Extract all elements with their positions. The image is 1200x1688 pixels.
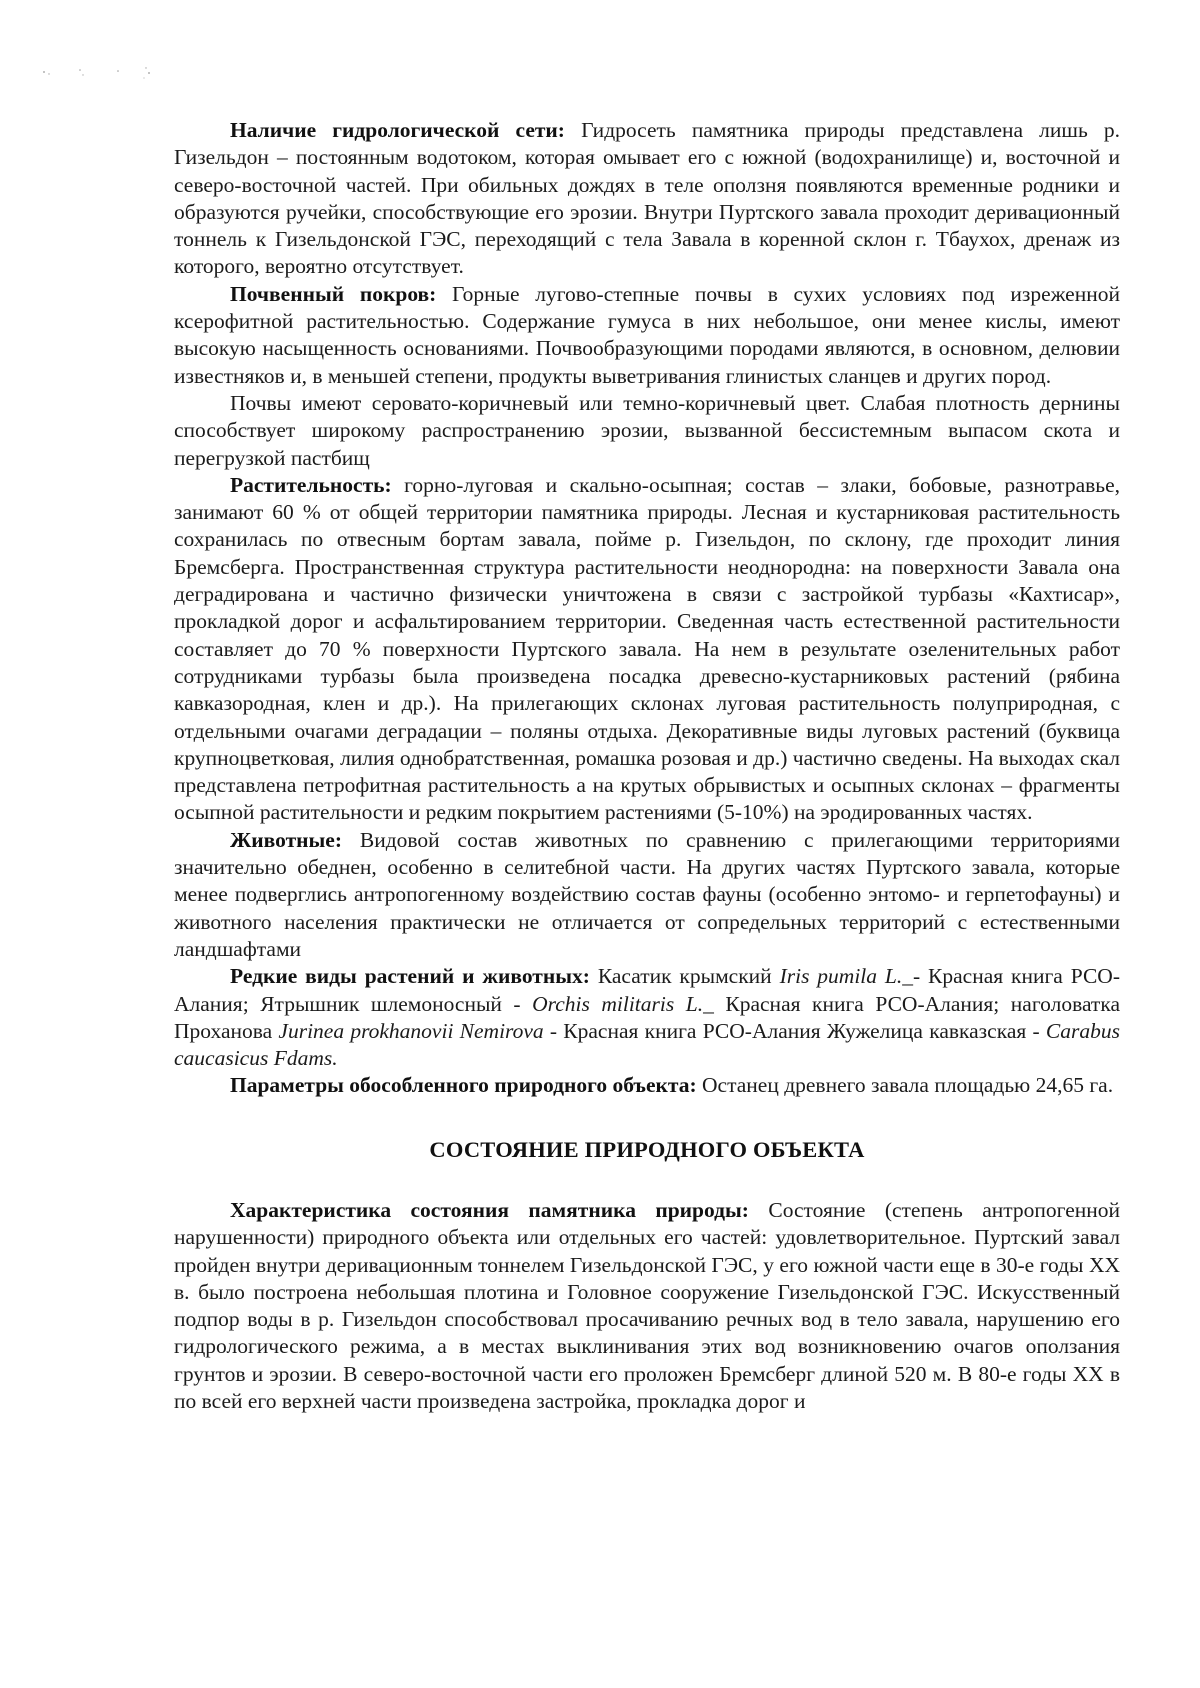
soil-cover-text: Горные лугово-степные почвы в сухих условиях под изреженной ксерофитной растительностью. Содержание гумуса в них небольшое, они менее кислы, имеют высокую насыщенность основаниями. Почвообразующими породами являются, в основном, делювии известняков и, в меньшей степени, продукты выветривания глинистых сланцев и других пород.	[174, 281, 1120, 388]
paragraph-soil-cover	[174, 281, 1120, 390]
rare-species-label: Редкие виды растений и животных:	[230, 964, 590, 989]
rare-text-1: Касатик крымский	[589, 964, 780, 989]
fauna-text: Видовой состав животных по сравнению с прилегающими территориями значительно обеднен, особенно в селитебной части. На других частях Пуртского завала, которые менее подверглись антропогенному воздействию состав фауны (особенно энтомо- и герпетофауны) и животного населения практически не отличается от сопредельных территорий с естественными ландшафтами	[174, 827, 1120, 961]
paragraph-soil-color	[174, 390, 1120, 472]
state-text: Состояние (степень антропогенной нарушенности) природного объекта или отдельных его частей: удовлетворительное. Пуртский завал пройден внутри деривационным тоннелем Гизельдонской ГЭС, у его южной части еще в 30-е годы XX в. было построена небольшая плотина и Головное сооружение Гизельдонской ГЭС. Искусственный подпор воды в р. Гизельдон способствовал просачиванию речных вод в тело завала, нарушению его гидрологического режима, а в местах выклинивания этих вод возникновению очагов оползания грунтов и эрозии. В северо-восточной части его проложен Бремсберг длиной 520 м. В 80-е годы XX в по всей его верхней части произведена застройка, прокладка дорог и	[174, 1197, 1121, 1414]
section-heading: СОСТОЯНИЕ ПРИРОДНОГО ОБЪЕКТА	[429, 1136, 865, 1162]
species-jurinea-prokhanovii: Jurinea prokhanovii Nemirova	[278, 1018, 544, 1043]
paragraph-state	[174, 1197, 1120, 1415]
species-orchis-militaris: Orchis militaris L._	[532, 991, 714, 1016]
scan-noise-marks	[40, 66, 170, 86]
paragraph-hydrology	[174, 117, 1120, 281]
paragraph-vegetation	[174, 472, 1120, 827]
paragraph-fauna	[174, 827, 1120, 963]
rare-text-4: - Красная книга РСО-Алания Жужелица кавказская -	[543, 1018, 1046, 1043]
hydrology-label: Наличие гидрологической сети:	[230, 118, 565, 142]
paragraph-parameters	[174, 1072, 1120, 1099]
parameters-label: Параметры обособленного природного объекта:	[230, 1073, 697, 1098]
fauna-label: Животные:	[230, 827, 343, 852]
document-page	[174, 117, 1120, 1415]
soil-color-text: Почвы имеют серовато-коричневый или темно-коричневый цвет. Слабая плотность дернины способствует широкому распространению эрозии, вызванной бессистемным выпасом скота и перегрузкой пастбищ	[174, 390, 1120, 470]
rare-text-2: - Красная книга РСО-Алания; Ятрышник шлемоносный -	[174, 964, 1120, 1016]
species-iris-pumila: Iris pumila L._	[779, 964, 913, 989]
species-carabus-caucasicus: Carabus caucasicus Fdams.	[174, 1018, 1120, 1071]
vegetation-text: горно-луговая и скально-осыпная; состав – злаки, бобовые, разнотравье, занимают 60 % от общей территории памятника природы. Лесная и кустарниковая растительность сохранилась по отвесным бортам завала, пойме р. Гизельдон, по склону, где проходит линия Бремсберга. Пространственная структура растительности неоднородна: на поверхности Завала она деградирована и частично физически уничтожена в связи с застройкой турбазы «Кахтисар», прокладкой дорог и асфальтированием территории. Сведенная часть естественной растительности составляет до 70 % поверхности Пуртского завала. На нем в результате озеленительных работ сотрудниками турбазы была произведена посадка древесно-кустарниковых растений (рябина кавказородная, клен и др.). На прилегающих склонах луговая растительность полуприродная, с отдельными очагами деградации – поляны отдыха. Декоративные виды луговых растений (буквица крупноцветковая, лилия однобратственная, ромашка розовая и др.) частично сведены. На выходах скал представлена петрофитная растительность а на крутых обрывистых и осыпных склонах – фрагменты осыпной растительности и редким покрытием растениями (5-10%) на эродированных частях.	[174, 472, 1120, 825]
state-label: Характеристика состояния памятника природы:	[230, 1197, 749, 1222]
vegetation-label: Растительность:	[230, 472, 392, 497]
parameters-text: Останец древнего завала площадью 24,65 га.	[696, 1073, 1114, 1098]
paragraph-rare-species	[174, 963, 1120, 1072]
rare-text-3: Красная книга РСО-Алания; наголоватка Проханова	[174, 991, 1120, 1043]
soil-cover-label: Почвенный покров:	[230, 281, 437, 306]
hydrology-text: Гидросеть памятника природы представлена лишь р. Гизельдон – постоянным водотоком, которая омывает его с южной (водохранилище) и, восточной и северо-восточной частей. При обильных дождях в теле оползня появляются временные родники и образуются ручейки, способствующие его эрозии. Внутри Пуртского завала проходит деривационный тоннель к Гизельдонской ГЭС, переходящий с тела Завала в коренной склон г. Тбаухох, дренаж из которого, вероятно отсутствует.	[174, 118, 1120, 279]
